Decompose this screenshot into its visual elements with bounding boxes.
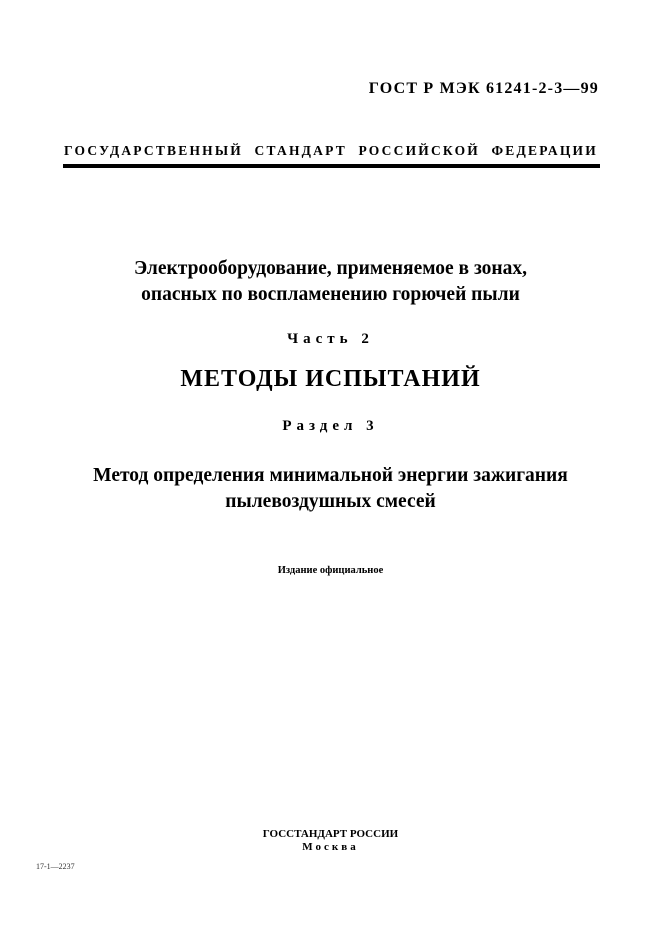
header-word-3: РОССИЙСКОЙ — [358, 143, 480, 158]
subtitle-line-2: пылевоздушных смесей — [225, 491, 436, 512]
methods-title: МЕТОДЫ ИСПЫТАНИЙ — [180, 366, 481, 392]
document-subtitle — [0, 463, 661, 515]
section-label: Раздел 3 — [282, 418, 379, 434]
publisher-city: Москва — [302, 841, 359, 853]
header-word-1: ГОСУДАРСТВЕННЫЙ — [64, 143, 244, 158]
print-code: 17-1—2237 — [36, 862, 75, 871]
edition-note: Издание официальное — [277, 565, 384, 576]
header-rule — [63, 164, 600, 168]
header-state-standard — [64, 143, 598, 159]
part-label: Часть 2 — [287, 331, 374, 347]
publisher-block — [0, 828, 661, 854]
header-word-4: ФЕДЕРАЦИИ — [491, 143, 598, 158]
title-line-1: Электрооборудование, применяемое в зонах, — [133, 258, 528, 279]
publisher-name: ГОССТАНДАРТ РОССИИ — [262, 828, 399, 840]
header-word-2: СТАНДАРТ — [254, 143, 347, 158]
document-title — [0, 256, 661, 308]
title-line-2: опасных по воспламенению горючей пыли — [141, 284, 520, 305]
subtitle-line-1: Метод определения минимальной энергии зажигания — [93, 465, 568, 486]
gost-number: ГОСТ Р МЭК 61241-2-3—99 — [368, 80, 599, 97]
